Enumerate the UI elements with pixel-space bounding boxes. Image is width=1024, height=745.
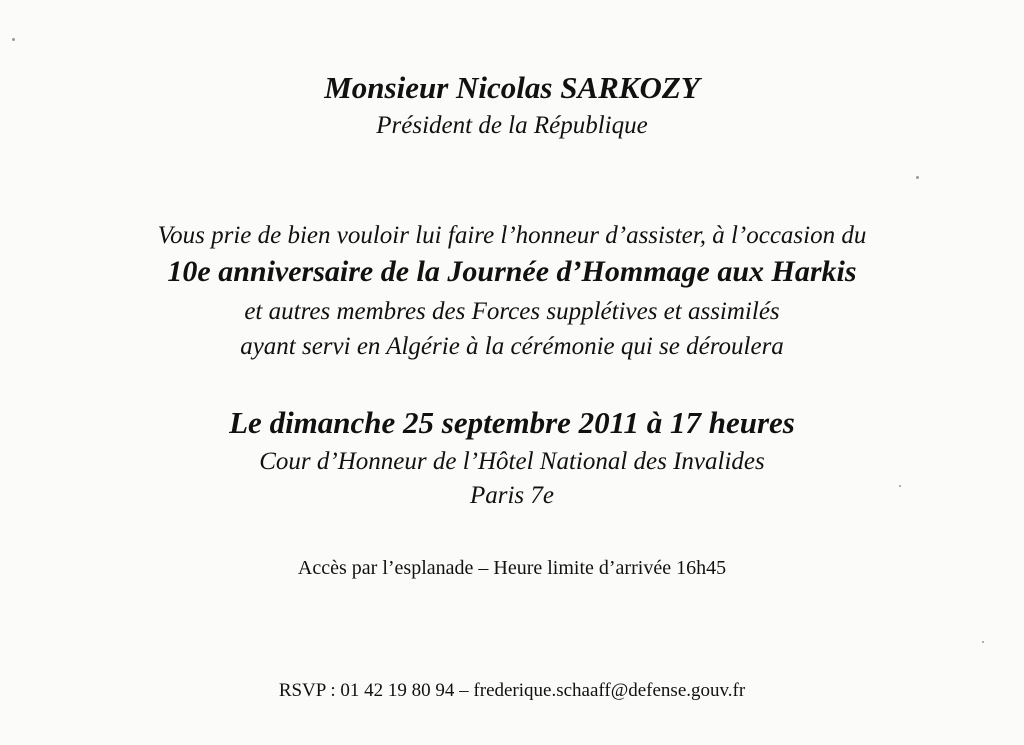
event-city: Paris 7e [469,482,555,509]
paper-speck [899,485,901,487]
paper-speck [12,38,15,41]
event-subtitle-line2: ayant servi en Algérie à la cérémonie qui se déroulera [240,333,784,360]
event-date-time: Le dimanche 25 septembre 2011 à 17 heures [229,405,795,440]
invitation-text: Vous prie de bien vouloir lui faire l’honneur d’assister, à l’occasion du [157,222,867,249]
rsvp-contact: RSVP : 01 42 19 80 94 – frederique.schaaff@defense.gouv.fr [278,680,746,701]
host-title: Président de la République [376,112,648,139]
host-name: Monsieur Nicolas SARKOZY [324,70,700,105]
event-venue: Cour d’Honneur de l’Hôtel National des Invalides [259,448,765,475]
access-note: Accès par l’esplanade – Heure limite d’arrivée 16h45 [297,557,727,579]
event-title: 10e anniversaire de la Journée d’Hommage aux Harkis [167,255,857,288]
event-subtitle-line1: et autres membres des Forces supplétives et assimilés [244,298,780,325]
paper-speck [916,176,919,179]
paper-speck [982,641,984,643]
